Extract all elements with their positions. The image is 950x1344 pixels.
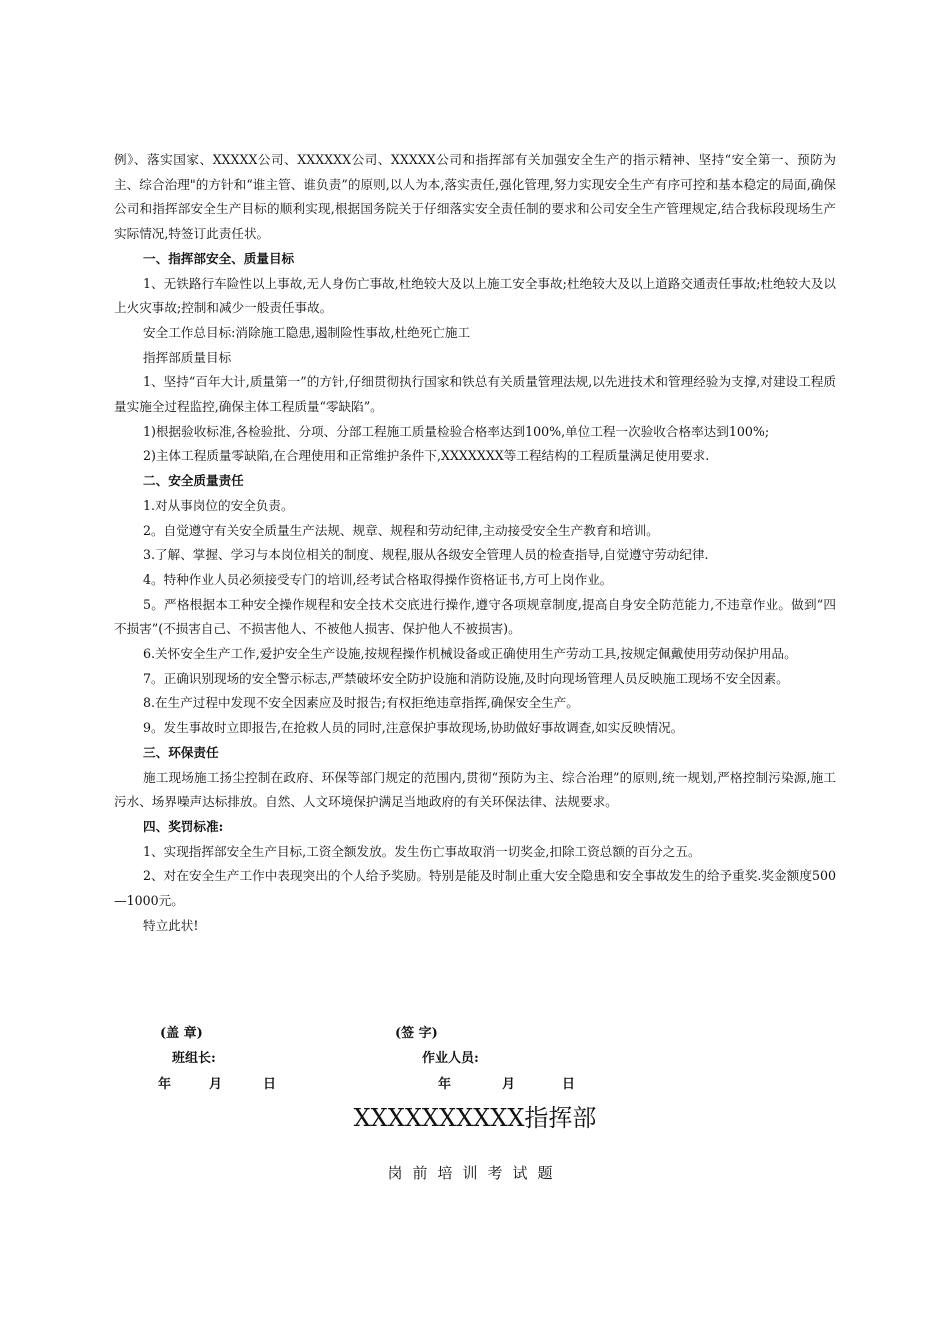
section-heading: 三、环保责任 (143, 744, 219, 760)
paragraph: 例》、落实国家、XXXXX公司、XXXXXX公司、XXXXX公司和指挥部有关加强安全生产的指示精神、坚持“安全第一、预防为主、综合治理"的方针和“谁主管、谁负责”的原则,以人为本,落实责任,强化管理,努力实现安全生产有序可控和基本稳定的局面,确保公司和指挥部安全生产目标的顺利实现,根据国务院关于仔细落实安全责任制的要求和公司安全生产管理规定,结合我标段现场生产实际情况,特签订此责任状。 (114, 152, 836, 242)
leader-date-year: 年 (158, 1077, 172, 1092)
paragraph: 3.了解、掌握、学习与本岗位相关的制度、规程,服从各级安全管理人员的检查指导,自觉遵守劳动纪律. (143, 547, 709, 563)
paragraph: 施工现场施工扬尘控制在政府、环保等部门规定的范围内,贯彻“预防为主、综合治理”的原则,统一规划,严格控制污染源,施工污水、场界噪声达标排放。自然、人文环境保护满足当地政府的有关环保法律、法规要求。 (114, 769, 836, 810)
paragraph: 4。特种作业人员必须接受专门的培训,经考试合格取得操作资格证书,方可上岗作业。 (143, 571, 613, 587)
paragraph: 9。发生事故时立即报告,在抢救人员的同时,注意保护事故现场,协助做好事故调查,如实反映情况。 (143, 720, 684, 736)
paragraph: 安全工作总目标:消除施工隐患,遏制险性事故,杜绝死亡施工 (143, 324, 471, 340)
paragraph: 8.在生产过程中发现不安全因素应及时报告;有权拒绝违章指挥,确保安全生产。 (143, 695, 579, 711)
paragraph: 1.对从事岗位的安全负责。 (143, 497, 294, 513)
worker-date-day: 日 (562, 1077, 576, 1092)
paragraph: 2、对在安全生产工作中表现突出的个人给予奖励。特别是能及时制止重大安全隐患和安全事故发生的给予重奖.奖金额度500—1000元。 (114, 868, 836, 909)
paragraph: 2。自觉遵守有关安全质量生产法规、规章、规程和劳动纪律,主动接受安全生产教育和培训。 (143, 522, 659, 538)
sign-label: (签 字) (395, 1026, 438, 1041)
section-heading: 二、安全质量责任 (143, 473, 244, 489)
paragraph: 特立此状! (143, 917, 199, 933)
worker-date-year: 年 (438, 1077, 452, 1092)
worker-date-month: 月 (502, 1077, 516, 1092)
section-heading: 四、奖罚标准: (143, 818, 224, 834)
leader-date-month: 月 (209, 1077, 223, 1092)
team-leader-label: 班组长: (172, 1051, 216, 1066)
seal-label: (盖 章) (160, 1026, 203, 1041)
paragraph: 1、无铁路行车险性以上事故,无人身伤亡事故,杜绝较大及以上施工安全事故;杜绝较大及以上道路交通责任事故;杜绝较大及以上火灾事故;控制和减少一般责任事故。 (114, 275, 836, 316)
paragraph: 6.关怀安全生产工作,爱护安全生产设施,按规程操作机械设备或正确使用生产劳动工具,按规定佩戴使用劳动保护用品。 (143, 646, 797, 662)
paragraph: 2)主体工程质量零缺陷,在合理使用和正常维护条件下,XXXXXXX等工程结构的工程质量满足使用要求. (143, 448, 710, 464)
paragraph: 1)根据验收标准,各检验批、分项、分部工程施工质量检验合格率达到100%,单位工程一次验收合格率达到100%; (143, 423, 770, 439)
department-name: XXXXXXXXXX指挥部 (353, 1104, 597, 1132)
paragraph: 指挥部质量目标 (143, 349, 232, 365)
paragraph: 7。正确识别现场的安全警示标志,严禁破坏安全防护设施和消防设施,及时向现场管理人员反映施工现场不安全因素。 (143, 670, 789, 686)
exam-title: 岗前培训考试题 (387, 1164, 563, 1182)
worker-label: 作业人员: (422, 1051, 479, 1066)
leader-date-day: 日 (263, 1077, 277, 1092)
section-heading: 一、指挥部安全、质量目标 (143, 250, 295, 266)
paragraph: 5。严格根据本工种安全操作规程和安全技术交底进行操作,遵守各项规章制度,提高自身安全防范能力,不违章作业。做到“四不损害”(不损害自己、不损害他人、不被他人损害、保护他人不被损害)。 (114, 596, 836, 637)
responsibility-letter-body (114, 148, 836, 939)
paragraph: 1、实现指挥部安全生产目标,工资全额发放。发生伤亡事故取消一切奖金,扣除工资总额的百分之五。 (143, 843, 701, 859)
paragraph: 1、坚持“百年大计,质量第一”的方针,仔细贯彻执行国家和铁总有关质量管理法规,以先进技术和管理经验为支撑,对建设工程质量实施全过程监控,确保主体工程质量“零缺陷”。 (114, 374, 836, 415)
